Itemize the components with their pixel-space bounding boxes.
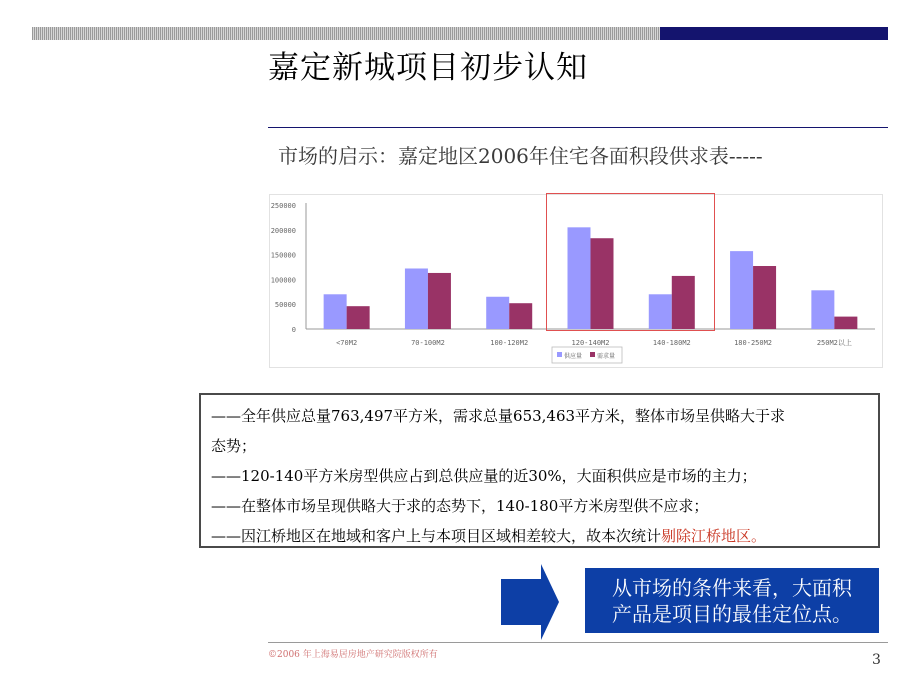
bar-supply — [730, 251, 753, 329]
title-divider — [268, 127, 888, 128]
bar-demand — [347, 306, 370, 329]
note-highlight-text: 剔除江桥地区。 — [661, 527, 767, 545]
bar-supply — [811, 290, 834, 329]
y-tick-label: 250000 — [270, 202, 296, 210]
x-tick-label: 140-180M2 — [652, 339, 691, 347]
x-tick-label: <70M2 — [336, 339, 358, 347]
note-line-4 — [211, 521, 868, 551]
bar-demand — [428, 273, 451, 329]
conclusion-box — [585, 568, 879, 633]
y-tick-label: 200000 — [270, 226, 296, 235]
y-tick-label: 150000 — [270, 251, 296, 260]
conclusion-line-1: 从市场的条件来看，大面积 — [612, 576, 852, 600]
note-line-4-text: ——因江桥地区在地域和客户上与本项目区域相差较大，故本次统计 — [211, 527, 662, 545]
note-line-1: ——全年供应总量763,497平方米，需求总量653,463平方米，整体市场呈供略大于求 — [211, 407, 786, 425]
right-arrow-icon — [501, 564, 561, 640]
footer-divider — [268, 642, 888, 643]
x-tick-label: 100-120M2 — [490, 339, 529, 347]
copyright-text: ©2006 年上海易居房地产研究院版权所有 — [268, 650, 438, 660]
bar-supply — [486, 297, 509, 329]
x-tick-label: 250M2以上 — [816, 339, 852, 347]
header-pattern-bar — [32, 27, 660, 40]
header-navy-bar — [660, 27, 888, 40]
page-title: 嘉定新城项目初步认知 — [268, 50, 588, 86]
x-tick-label: 180-250M2 — [734, 339, 773, 347]
bar-demand — [509, 303, 532, 329]
bar-demand — [753, 266, 776, 329]
x-tick-label: 70-100M2 — [411, 339, 445, 347]
bar-supply — [324, 294, 347, 329]
notes-box — [199, 393, 880, 548]
bar-demand — [834, 317, 857, 329]
note-line-1b: 态势； — [211, 437, 257, 455]
y-tick-label: 50000 — [274, 301, 296, 310]
y-tick-label: 0 — [291, 326, 296, 334]
x-tick-label: 120-140M2 — [571, 339, 610, 347]
page-number: 3 — [872, 652, 881, 668]
y-tick-label: 100000 — [270, 276, 296, 285]
note-line-3: ——在整体市场呈现供略大于求的态势下，140-180平方米房型供不应求； — [211, 497, 709, 515]
legend-swatch — [557, 352, 562, 357]
bar-supply — [405, 268, 428, 329]
note-line-2: ——120-140平方米房型供应占到总供应量的近30%，大面积供应是市场的主力； — [211, 467, 757, 485]
legend-label: 供应量 — [564, 353, 583, 360]
chart-subtitle: 市场的启示：嘉定地区2006年住宅各面积段供求表----- — [278, 144, 763, 168]
highlight-box-120-140 — [546, 193, 715, 331]
conclusion-line-2: 产品是项目的最佳定位点。 — [612, 602, 852, 626]
legend-label: 需求量 — [597, 353, 616, 360]
legend-swatch — [590, 352, 595, 357]
